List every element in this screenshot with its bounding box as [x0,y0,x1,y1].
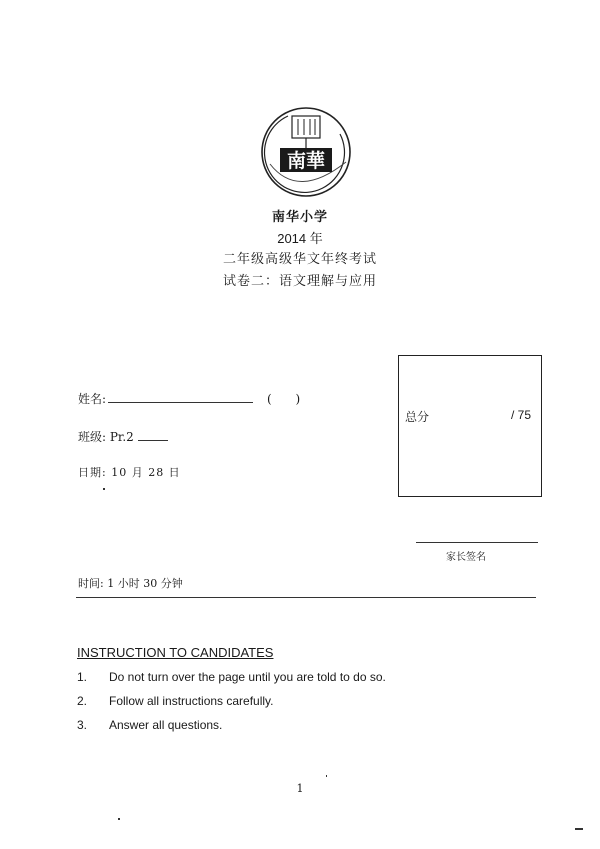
scan-speck [326,775,327,777]
class-label: 班级: Pr.2 [78,430,134,444]
instruction-number: 1. [77,670,88,684]
instruction-item [77,670,386,684]
instruction-number: 3. [77,718,88,732]
scan-speck [575,828,583,830]
paper-title: 试卷二：语文理解与应用 [222,274,377,289]
page-number: 1 [296,782,304,795]
date-label: 日期: 10 月 28 日 [78,466,181,479]
total-score-label: 总分 [405,410,430,424]
exam-title: 二年级高级华文年终考试 [222,252,377,267]
index-number-paren: ( ) [267,392,311,406]
instruction-text: Answer all questions. [109,718,223,732]
divider-rule [76,597,536,598]
instruction-text: Do not turn over the page until you are told to do so. [109,670,386,684]
total-score-max: / 75 [510,408,531,422]
instruction-text: Follow all instructions carefully. [109,694,274,708]
total-score-box [398,355,542,497]
instruction-item [77,718,222,732]
logo-text: 南華 [286,150,326,172]
parent-signature-line [416,542,538,543]
name-field-row [78,390,310,407]
exam-year: 2014 年 [277,231,323,246]
exam-duration: 时间: 1 小时 30 分钟 [78,577,183,590]
school-name: 南华小学 [271,210,328,225]
instruction-number: 2. [77,694,88,708]
class-field-row [78,428,168,445]
scan-speck [118,818,120,820]
school-logo [258,104,354,200]
instruction-item [77,694,274,708]
name-blank-line[interactable] [108,392,253,403]
instructions-heading: INSTRUCTION TO CANDIDATES [77,645,274,660]
name-label: 姓名: [78,392,107,406]
scan-speck [103,488,105,490]
parent-signature-label: 家长签名 [446,552,486,563]
class-blank-line[interactable] [138,430,168,441]
